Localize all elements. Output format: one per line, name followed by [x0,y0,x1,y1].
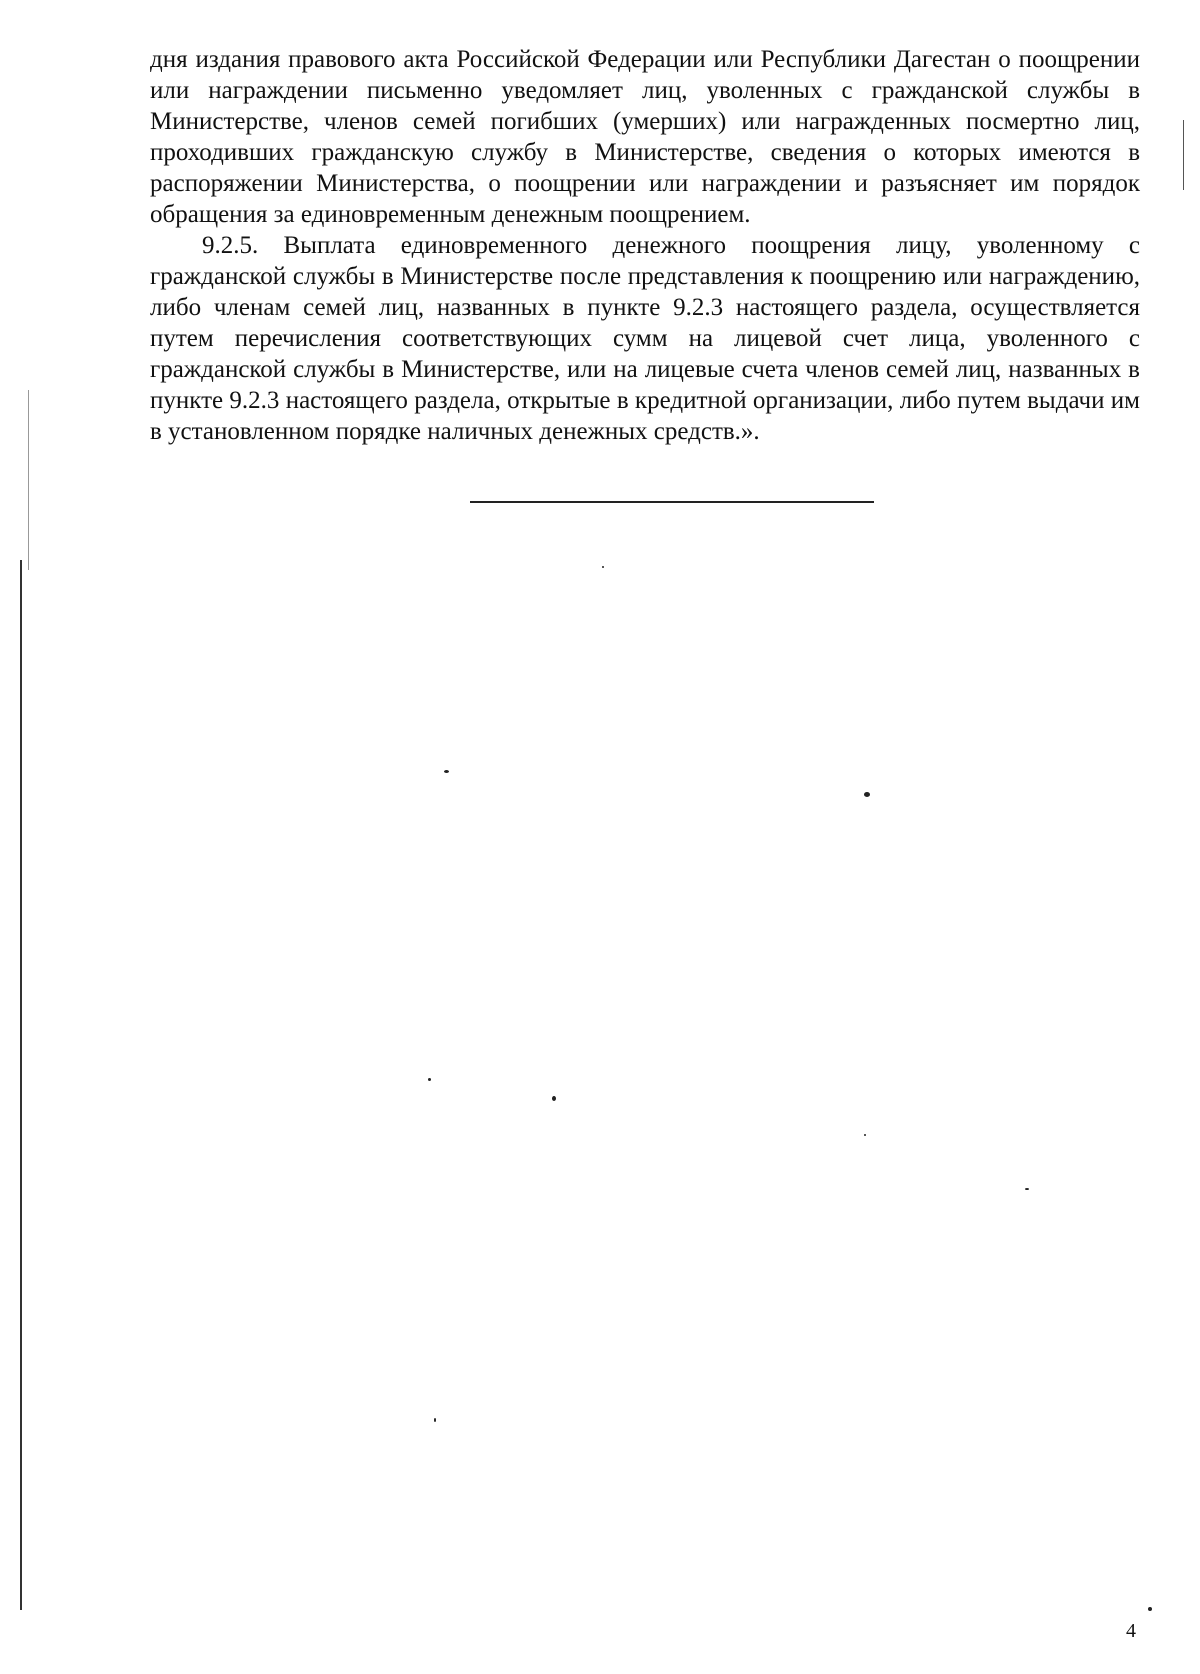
scan-speck [864,792,870,797]
scan-speck [1025,1188,1029,1190]
scan-speck [1148,1607,1152,1611]
document-body [150,44,1140,447]
scan-speck [434,1418,436,1422]
scan-speck [864,1134,866,1136]
right-margin-scan-line [1183,120,1184,190]
page-number: 4 [1126,1620,1136,1642]
closing-horizontal-rule [470,501,874,503]
paragraph-9-2-5: 9.2.5. Выплата единовременного денежного поощрения лицу, уволенному с гражданской службы в Министерстве после представления к поощрению или награждению, либо членам семей лиц, названных в пункте 9.2.3 настоящего раздела, осуществляется путем перечисления соответствующих сумм на лицевой счет лица, уволенного с гражданской службы в Министерстве, или на лицевые счета членов семей лиц, названных в пункте 9.2.3 настоящего раздела, открытые в кредитной организации, либо путем выдачи им в установленном порядке наличных денежных средств.». [150,232,1140,445]
scan-speck [444,770,449,773]
scan-speck [602,566,604,568]
scan-speck [552,1096,556,1101]
scan-speck [428,1078,431,1081]
paragraph-continuation: дня издания правового акта Российской Федерации или Республики Дагестан о поощрении или награждении письменно уведомляет лиц, уволенных с гражданской службы в Министерстве, членов семей погибших (умерших) или награжденных посмертно лиц, проходивших гражданскую службу в Министерстве, сведения о которых имеются в распоряжении Министерства, о поощрении или награждении и разъясняет им порядок обращения за единовременным денежным поощрением. [150,46,1140,228]
left-margin-scan-line [20,560,22,1610]
left-margin-scan-line-faint [28,390,29,570]
